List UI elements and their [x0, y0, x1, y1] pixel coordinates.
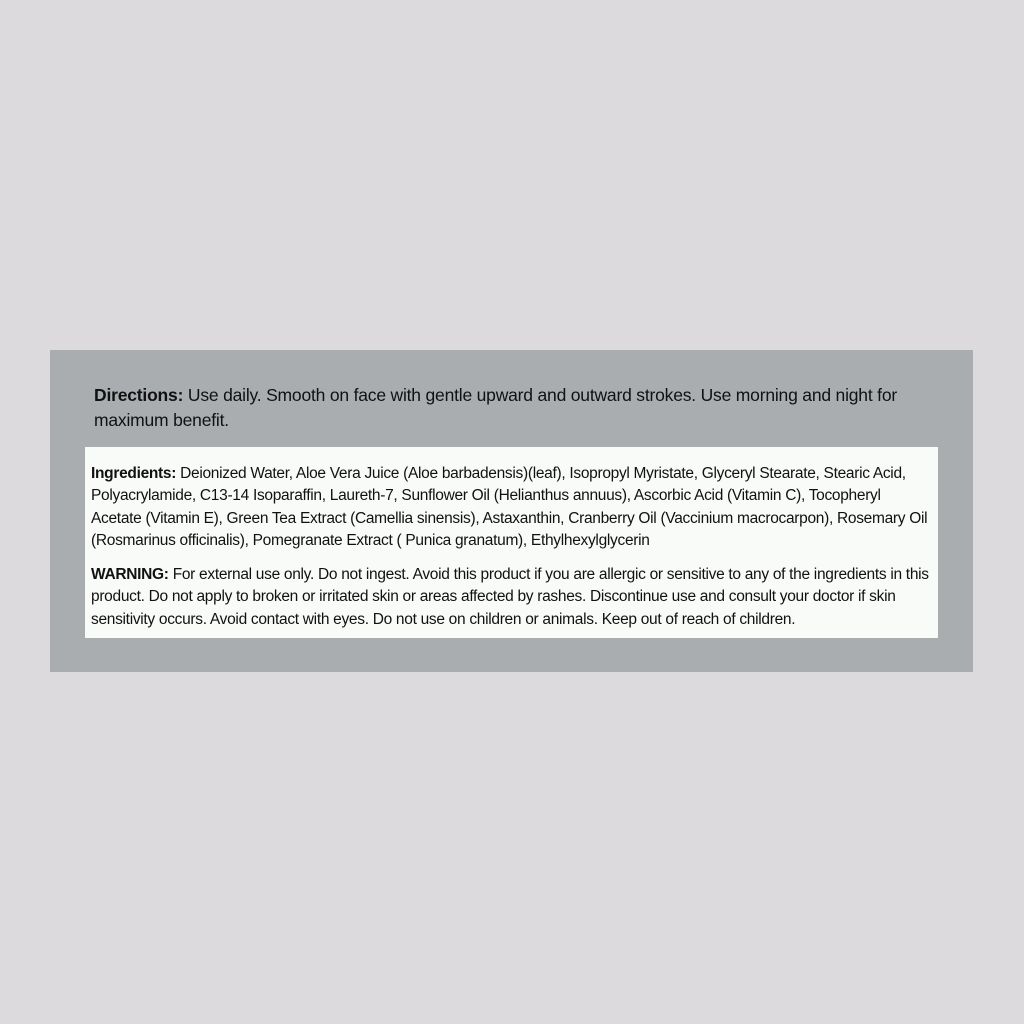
ingredients-warning-box: [85, 447, 938, 638]
warning-paragraph: [91, 564, 934, 631]
ingredients-text: Deionized Water, Aloe Vera Juice (Aloe barbadensis)(leaf), Isopropyl Myristate, Glyceryl Stearate, Stearic Acid, Polyacrylamide, C13-14 Isoparaffin, Laureth-7, Sunflower Oil (Helianthus annuus), Ascorbic Acid (Vitamin C), Tocopheryl Acetate (Vitamin E), Green Tea Extract (Camellia sinensis), Astaxanthin, Cranberry Oil (Vaccinium macrocarpon), Rosemary Oil (Rosmarinus officinalis), Pomegranate Extract ( Punica granatum), Ethylhexylglycerin: [91, 465, 928, 549]
label-panel: [50, 350, 973, 672]
directions-text: Use daily. Smooth on face with gentle upward and outward strokes. Use morning and night for maximum benefit.: [94, 385, 897, 430]
directions-paragraph: [94, 383, 944, 433]
ingredients-label: Ingredients:: [91, 465, 177, 482]
ingredients-paragraph: [91, 463, 934, 552]
warning-text: For external use only. Do not ingest. Avoid this product if you are allergic or sensitive to any of the ingredients in this product. Do not apply to broken or irritated skin or areas affected by rashes. Discontinue use and consult your doctor if skin sensitivity occurs. Avoid contact with eyes. Do not use on children or animals. Keep out of reach of children.: [91, 566, 929, 628]
directions-label: Directions:: [94, 385, 184, 405]
warning-label: WARNING:: [91, 566, 169, 583]
